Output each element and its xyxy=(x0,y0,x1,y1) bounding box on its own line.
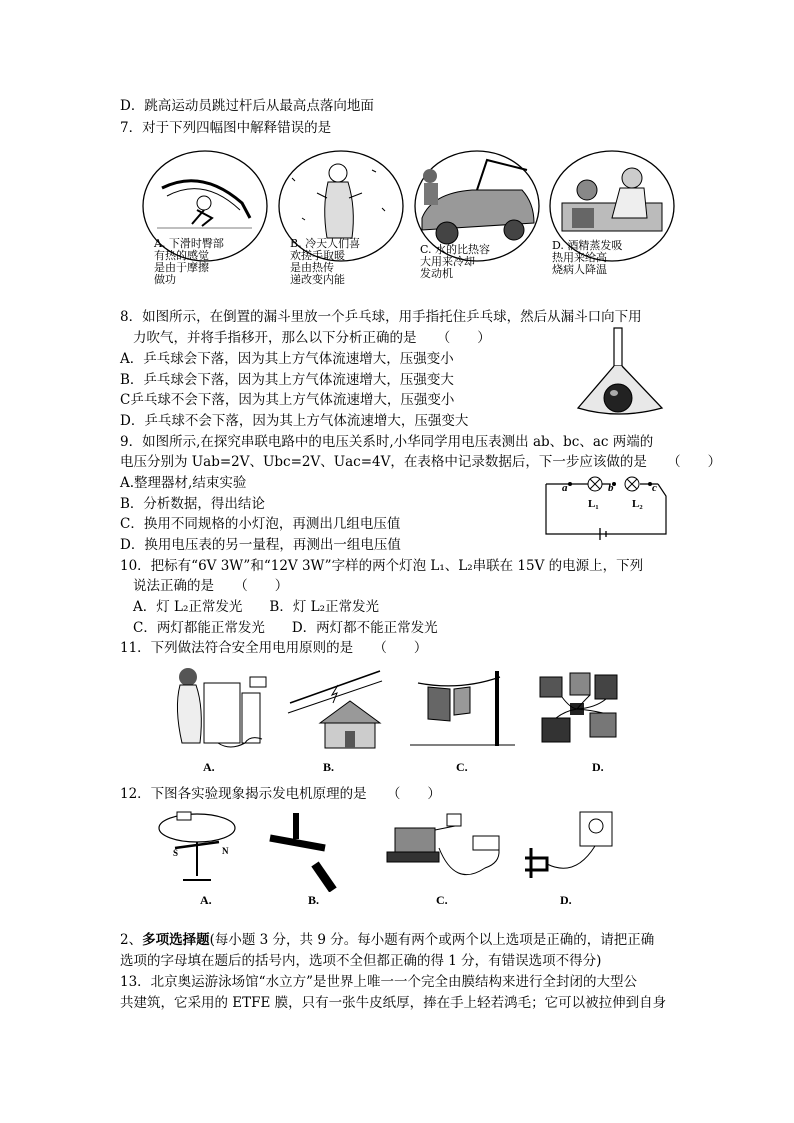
q11-label-c: C. xyxy=(456,760,468,774)
q12-label-d: D. xyxy=(560,893,572,907)
q7-caption-d xyxy=(552,240,622,276)
q11-figure-a xyxy=(177,668,266,747)
q9-option-b: B．分析数据，得出结论 xyxy=(120,496,265,512)
q7-caption-c-line: C. 水的比热容 xyxy=(420,243,491,256)
q8-stem-line2: 力吹气，并将手指移开，那么以下分析正确的是 （ ） xyxy=(133,330,491,346)
q11-label-d: D. xyxy=(592,760,604,774)
q9-stem-line2: 电压分别为 Uab=2V、Ubc=2V、Uac=4V，在表格中记录数据后，下一步应该做的是 （ ） xyxy=(120,454,722,470)
section2-title: 多项选择题 xyxy=(142,932,210,948)
q7-caption-b-line: 是由热传 xyxy=(290,261,334,274)
q10-options-ab: A．灯 L₂正常发光 B．灯 L₂正常发光 xyxy=(133,599,380,615)
q12-figure-d xyxy=(525,812,612,878)
q12-pole-n: N xyxy=(222,846,229,856)
circuit-label-c: c xyxy=(652,482,657,494)
q11-figure-b xyxy=(288,671,382,748)
q7-caption-b-line: 欢搓手取暖 xyxy=(290,249,345,262)
q12-pole-s: S xyxy=(173,848,179,858)
section2-heading-line1 xyxy=(120,930,654,950)
q7-caption-b-line: 递改变内能 xyxy=(290,273,345,286)
q7-caption-b xyxy=(290,238,360,286)
q8-option-c: C乒乓球不会下落，因为其上方气体流速增大，压强变小 xyxy=(120,392,455,408)
q10-stem-line2: 说法正确的是 （ ） xyxy=(133,578,289,594)
q12-label-c: C. xyxy=(436,893,448,907)
q9-option-d: D．换用电压表的另一量程，再测出一组电压值 xyxy=(120,537,401,553)
circuit-label-b: b xyxy=(608,482,614,494)
q7-caption-a-line: 做功 xyxy=(154,273,176,286)
q7-caption-d-line: D. 酒精蒸发吸 xyxy=(552,239,623,252)
q10-options-cd: C．两灯都能正常发光 D．两灯都不能正常发光 xyxy=(133,620,438,636)
q8-option-a: A．乒乓球会下落，因为其上方气体流速增大，压强变小 xyxy=(120,351,454,367)
q7-caption-c xyxy=(420,244,490,280)
q8-stem-line1: 8．如图所示，在倒置的漏斗里放一个乒乓球，用手指托住乒乓球，然后从漏斗口向下用 xyxy=(120,309,642,325)
q7-caption-a-line: 是由于摩擦 xyxy=(154,261,209,274)
section2-prefix: 2、 xyxy=(120,932,143,948)
funnel-figure xyxy=(570,326,670,422)
q7-stem: 7．对于下列四幅图中解释错误的是 xyxy=(120,120,332,136)
q11-figures xyxy=(170,663,640,758)
q9-option-a: A.整理器材,结束实验 xyxy=(120,475,247,491)
q8-option-d: D．乒乓球不会下落，因为其上方气体流速增大，压强变大 xyxy=(120,413,469,429)
q7-caption-b-line: B. 冷天人们喜 xyxy=(290,237,361,250)
q11-stem: 11．下列做法符合安全用电用原则的是 （ ） xyxy=(120,640,428,656)
q7-caption-a-line: 有热的感觉 xyxy=(154,249,209,262)
q10-stem-line1: 10．把标有“6V 3W”和“12V 3W”字样的两个灯泡 L₁、L₂串联在 15V 的电源上，下列 xyxy=(120,558,644,574)
q9-option-c: C．换用不同规格的小灯泡，再测出几组电压值 xyxy=(120,516,401,532)
q7-caption-c-line: 发动机 xyxy=(420,267,453,280)
q6-option-d: D．跳高运动员跳过杆后从最高点落向地面 xyxy=(120,98,374,114)
q12-label-b: B. xyxy=(308,893,320,907)
q11-label-b: B. xyxy=(323,760,335,774)
q11-figure-d xyxy=(540,673,617,742)
q7-caption-a xyxy=(154,238,224,286)
q7-caption-d-line: 烧病人降温 xyxy=(552,263,607,276)
q12-stem: 12．下图各实验现象揭示发电机原理的是 （ ） xyxy=(120,786,441,802)
q7-caption-d-line: 热用来给高 xyxy=(552,251,607,264)
q7-caption-c-line: 大用来冷却 xyxy=(420,255,475,268)
section2-heading-line2: 选项的字母填在题后的括号内，选项不全但都正确的得 1 分，有错误选项不得分) xyxy=(120,953,602,969)
q8-option-b: B．乒乓球会下落，因为其上方气体流速增大，压强变大 xyxy=(120,372,454,388)
q7-caption-a-line: A. 下滑时臀部 xyxy=(154,237,224,250)
q11-label-a: A. xyxy=(203,760,215,774)
q11-figure-c xyxy=(410,671,515,746)
circuit-label-l2: L₂ xyxy=(632,498,643,510)
circuit-label-l1: L₁ xyxy=(588,498,599,510)
q13-stem-line2: 共建筑，它采用的 ETFE 膜，只有一张牛皮纸厚，捧在手上轻若鸿毛；它可以被拉伸到自身 xyxy=(120,995,667,1011)
section2-rules: (每小题 3 分，共 9 分。每小题有两个或两个以上选项是正确的，请把正确 xyxy=(209,932,655,948)
q9-stem-line1: 9．如图所示,在探究串联电路中的电压关系时,小华同学用电压表测出 ab、bc、ac 两端的 xyxy=(120,434,654,450)
q13-stem-line1: 13．北京奥运游泳场馆“水立方”是世界上唯一一个完全由膜结构来进行全封闭的大型公 xyxy=(120,974,637,990)
q12-figure-b xyxy=(270,813,333,890)
q12-label-a: A. xyxy=(200,893,212,907)
q12-figure-c xyxy=(387,814,499,875)
circuit-label-a: a xyxy=(562,482,568,494)
